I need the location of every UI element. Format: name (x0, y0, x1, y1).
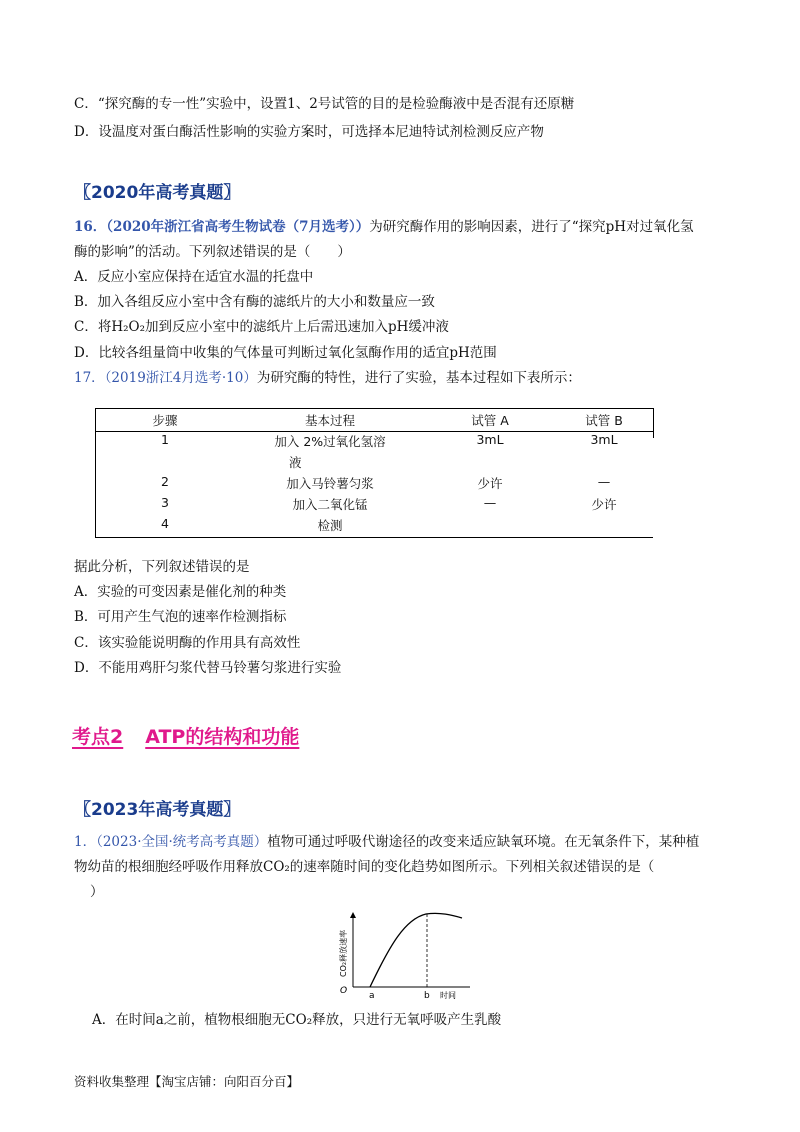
table-header: 试管 A (425, 409, 555, 432)
table-cell: 少许 (591, 497, 617, 512)
table-cell: 3mL (590, 432, 618, 447)
heading-2023: 〖2023年高考真题〗 (74, 800, 241, 820)
table-cell: 2 (161, 474, 169, 489)
q1-stem-line3: ） (90, 884, 104, 900)
q1-number: 1． (74, 834, 97, 850)
q17-stem-text: 为研究酶的特性，进行了实验，基本过程如下表所示： (256, 370, 581, 386)
origin-label: O (340, 986, 348, 996)
q17-stem (74, 369, 581, 387)
table-cell: — (483, 495, 497, 510)
heading-2020: 〖2020年高考真题〗 (74, 183, 241, 203)
section-title (72, 722, 299, 749)
q17-source: （2019浙江4月选考·10） (104, 370, 257, 386)
table-header: 试管 B (555, 409, 653, 432)
q16-stem-line2: 酶的影响”的活动。下列叙述错误的是（ ） (74, 244, 351, 260)
table-cell (95, 453, 235, 474)
q17-option-b: B．可用产生气泡的速率作检测指标 (74, 609, 287, 625)
tick-a-label: a (369, 991, 375, 1001)
q16-source: （2020年浙江省高考生物试卷（7月选考）） (106, 219, 370, 235)
table-cell: 加入 2%过氧化氢溶 (274, 434, 386, 449)
option-d-prev: D．设温度对蛋白酶活性影响的实验方案时，可选择本尼迪特试剂检测反应产物 (74, 124, 544, 140)
table-cell: 3 (161, 495, 169, 510)
section-prefix: 考点2 (72, 726, 124, 748)
table-cell (425, 453, 555, 474)
rate-curve (370, 913, 462, 987)
q17-after-table: 据此分析，下列叙述错误的是 (74, 559, 250, 575)
table-cell (555, 453, 653, 474)
q1-stem (74, 833, 699, 851)
table-cell: 少许 (477, 476, 503, 491)
table-cell: 加入二氧化锰 (292, 497, 368, 512)
table-cell: 1 (161, 432, 169, 447)
table-header: 步骤 (95, 409, 235, 432)
q16-number: 16． (74, 219, 107, 235)
option-c-prev: C．“探究酶的专一性”实验中，设置1、2号试管的目的是检验酶液中是否混有还原糖 (74, 96, 575, 112)
q1-stem-line1: 植物可通过呼吸代谢途径的改变来适应缺氧环境。在无氧条件下，某种植 (267, 834, 700, 850)
footer-text: 资料收集整理【淘宝店铺：向阳百分百】 (74, 1074, 300, 1089)
table-cell: 加入马铃薯匀浆 (286, 476, 374, 491)
table-cell (555, 516, 653, 538)
table-cell: 3mL (476, 432, 504, 447)
q17-number: 17． (74, 370, 105, 386)
co2-rate-figure (320, 905, 480, 1005)
q16-stem (74, 218, 694, 236)
tick-b-label: b (424, 991, 430, 1001)
q1-source: （2023·全国·统考高考真题） (96, 834, 268, 850)
table-row (95, 516, 653, 538)
section-title-text: ATP的结构和功能 (145, 726, 300, 748)
table-row (95, 432, 653, 454)
table-header: 基本过程 (235, 409, 425, 432)
table-cell: 液 (289, 455, 302, 470)
q16-option-c: C．将H₂O₂加到反应小室中的滤纸片上后需迅速加入pH缓冲液 (74, 319, 449, 335)
q16-option-d: D．比较各组量筒中收集的气体量可判断过氧化氢酶作用的适宜pH范围 (74, 345, 497, 361)
q16-option-b: B．加入各组反应小室中含有酶的滤纸片的大小和数量应一致 (74, 294, 435, 310)
x-axis-label: 时间 (440, 991, 456, 1000)
q1-option-a: A．在时间a之前，植物根细胞无CO₂释放，只进行无氧呼吸产生乳酸 (92, 1012, 502, 1028)
table-cell (425, 516, 555, 538)
y-axis-label: CO₂释放速率 (339, 929, 348, 977)
steps-table (95, 408, 653, 538)
table-row (95, 453, 653, 474)
q17-option-c: C．该实验能说明酶的作用具有高效性 (74, 635, 301, 651)
q17-option-d: D．不能用鸡肝匀浆代替马铃薯匀浆进行实验 (74, 660, 342, 676)
table-header-row (95, 409, 653, 432)
q16-stem-line1: 为研究酶作用的影响因素，进行了“探究pH对过氧化氢 (369, 219, 694, 235)
table-cell: 检测 (235, 516, 425, 538)
table-cell: — (597, 474, 611, 489)
table-row (95, 495, 653, 516)
q17-option-a: A．实验的可变因素是催化剂的种类 (74, 584, 287, 600)
table-row (95, 474, 653, 495)
table-right-border (653, 408, 654, 438)
table-cell: 4 (95, 516, 235, 538)
q16-option-a: A．反应小室应保持在适宜水温的托盘中 (74, 269, 314, 285)
q1-stem-line2: 物幼苗的根细胞经呼吸作用释放CO₂的速率随时间的变化趋势如图所示。下列相关叙述错误的是（ (74, 859, 655, 875)
